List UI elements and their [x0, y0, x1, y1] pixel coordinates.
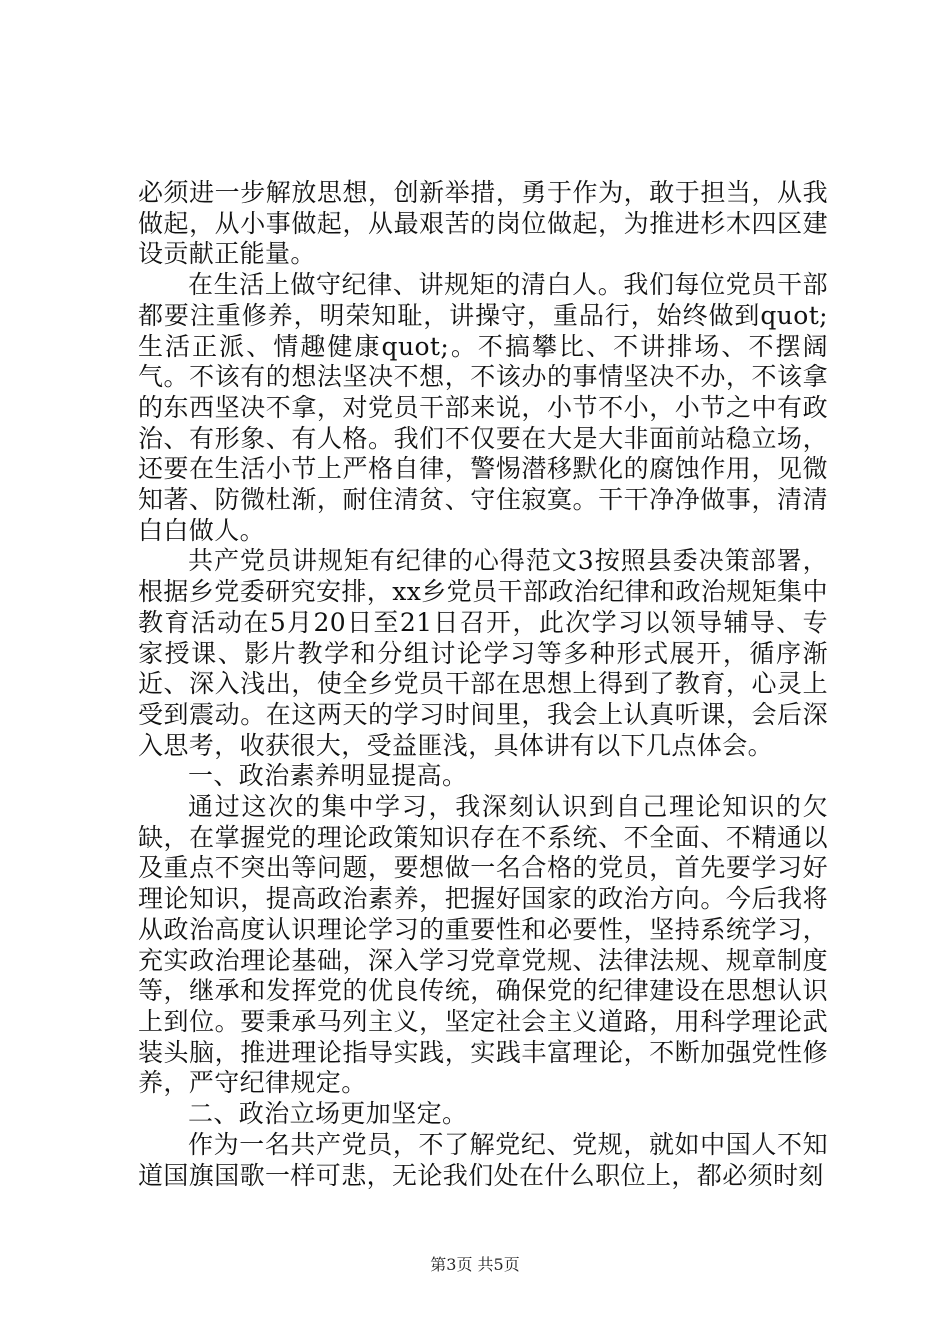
- page-footer: [0, 1255, 950, 1275]
- paragraph-2: 在生活上做守纪律、讲规矩的清白人。我们每位党员干部都要注重修养，明荣知耻，讲操守，重品行，始终做到quot;生活正派、情趣健康quot;。不搞攀比、不讲排场、不摆阔气。不该有的想法坚决不想，不该办的事情坚决不办，不该拿的东西坚决不拿，对党员干部来说，小节不小，小节之中有政治、有形象、有人格。我们不仅要在大是大非面前站稳立场，还要在生活小节上严格自律，警惕潜移默化的腐蚀作用，见微知著、防微杜渐，耐住清贫、守住寂寞。干干净净做事，清清白白做人。: [138, 270, 828, 545]
- page-number-label: 第3页 共5页: [430, 1255, 520, 1274]
- paragraph-4: 通过这次的集中学习，我深刻认识到自己理论知识的欠缺，在掌握党的理论政策知识存在不系统、不全面、不精通以及重点不突出等问题，要想做一名合格的党员，首先要学习好理论知识，提高政治素养，把握好国家的政治方向。今后我将从政治高度认识理论学习的重要性和必要性，坚持系统学习，充实政治理论基础，深入学习党章党规、法律法规、规章制度等，继承和发挥党的优良传统，确保党的纪律建设在思想认识上到位。要秉承马列主义，坚定社会主义道路，用科学理论武装头脑，推进理论指导实践，实践丰富理论，不断加强党性修养，严守纪律规定。: [138, 792, 828, 1098]
- section-heading-2: 二、政治立场更加坚定。: [188, 1099, 468, 1129]
- paragraph-5: 作为一名共产党员，不了解党纪、党规，就如中国人不知道国旗国歌一样可悲，无论我们处在什么职位上，都必须时刻: [138, 1129, 828, 1190]
- paragraph-3: 共产党员讲规矩有纪律的心得范文3按照县委决策部署，根据乡党委研究安排，xx乡党员干部政治纪律和政治规矩集中教育活动在5月20日至21日召开，此次学习以领导辅导、专家授课、影片教学和分组讨论学习等多种形式展开，循序渐近、深入浅出，使全乡党员干部在思想上得到了教育，心灵上受到震动。在这两天的学习时间里，我会上认真听课，会后深入思考，收获很大，受益匪浅，具体讲有以下几点体会。: [138, 546, 828, 760]
- paragraph-1: 必须进一步解放思想，创新举措，勇于作为，敢于担当，从我做起，从小事做起，从最艰苦的岗位做起，为推进杉木四区建设贡献正能量。: [138, 178, 828, 269]
- document-body: [138, 178, 828, 1191]
- section-heading-1: 一、政治素养明显提高。: [188, 761, 468, 791]
